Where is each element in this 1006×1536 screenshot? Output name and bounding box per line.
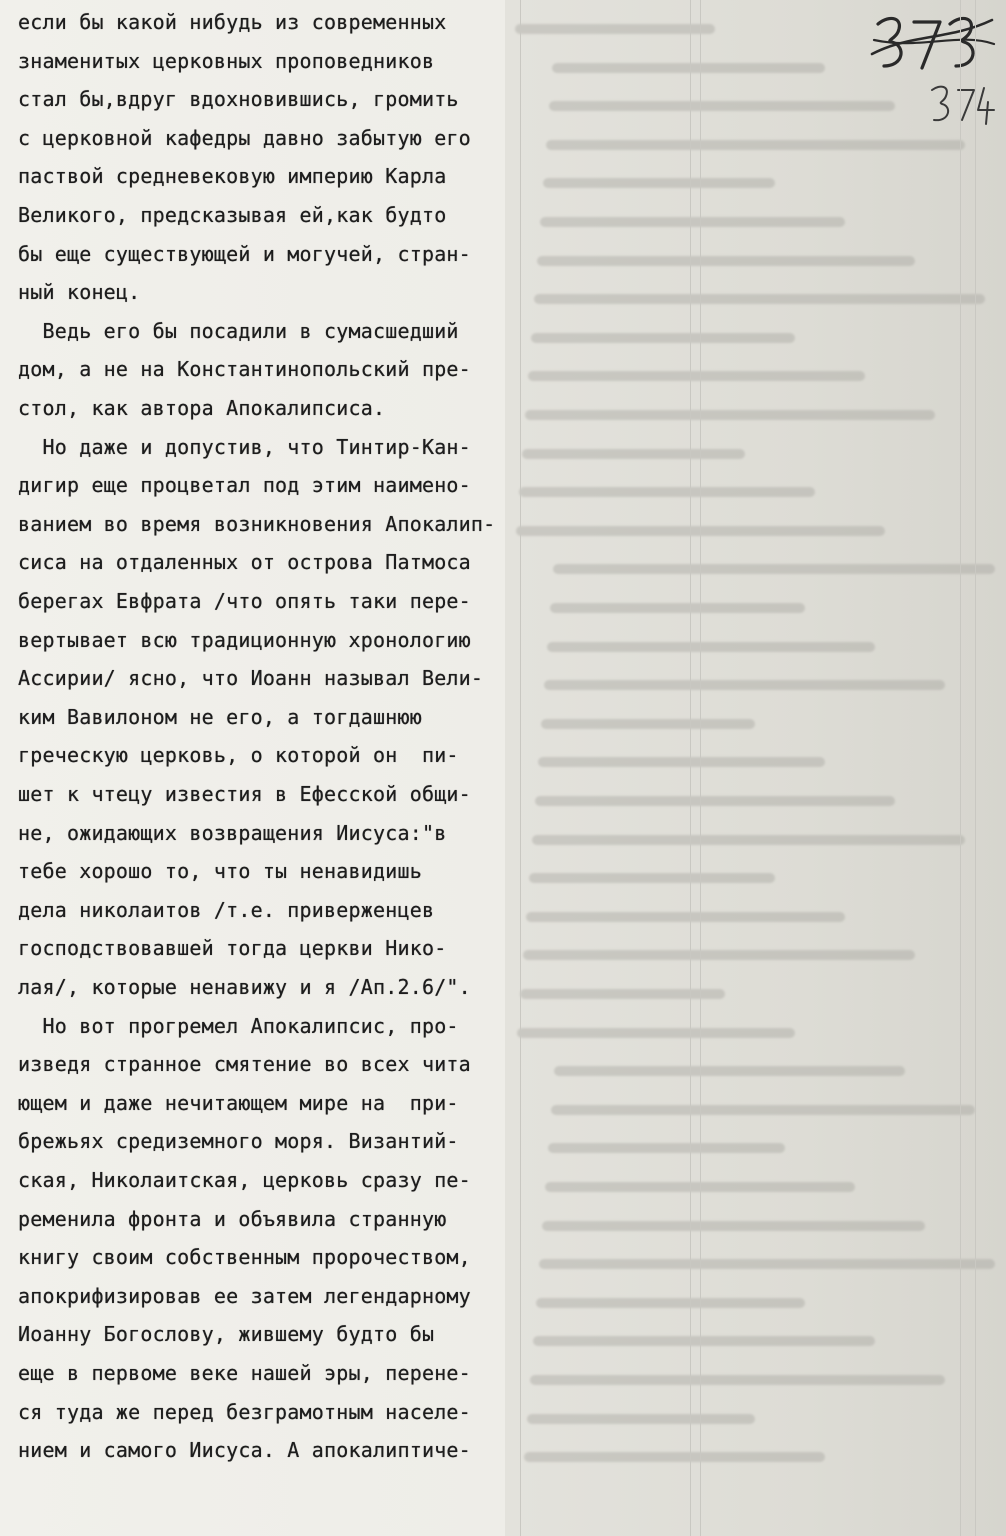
bleed-through-line: [540, 217, 845, 227]
text-line: господствовавшей тогда церкви Нико-: [18, 936, 447, 961]
bleed-through-line: [525, 410, 935, 420]
text-line: изведя странное смятение во всех чита: [18, 1052, 471, 1077]
bleed-through-line: [532, 835, 965, 845]
bleed-through-line: [523, 950, 915, 960]
bleed-through-line: [552, 63, 825, 73]
text-line: если бы какой нибудь из современных: [18, 10, 447, 34]
text-line: дела николаитов /т.е. приверженцев: [18, 897, 435, 922]
bleed-through-line: [538, 757, 825, 767]
text-line: знаменитых церковных проповедников: [18, 48, 435, 73]
bleed-through-line: [520, 989, 725, 999]
text-line: книгу своим собственным пророчеством,: [18, 1245, 471, 1270]
text-line: ская, Николаитская, церковь сразу пе-: [18, 1168, 471, 1192]
bleed-through-line: [524, 1452, 825, 1462]
bleed-through-line: [553, 564, 995, 574]
ruled-guide-line: [700, 0, 701, 1536]
bleed-through-line: [554, 1066, 905, 1076]
text-line: Иоанну Богослову, жившему будто бы: [18, 1322, 435, 1347]
bleed-through-line: [536, 1298, 805, 1308]
bleed-through-line: [551, 1105, 975, 1115]
ruled-guide-line: [520, 0, 521, 1536]
text-line: Но даже и допустив, что Тинтир-Кан-: [18, 434, 471, 459]
bleed-through-line: [546, 140, 965, 150]
bleed-through-line: [541, 719, 755, 729]
bleed-through-line: [549, 101, 895, 111]
text-line: лая/, которые ненавижу и я /Ап.2.6/".: [18, 975, 471, 999]
bleed-through-line: [519, 487, 815, 497]
bleed-through-line: [533, 1336, 875, 1346]
text-line: ющем и даже нечитающем мире на при-: [18, 1090, 459, 1115]
text-line: Великого, предсказывая ей,как будто: [18, 203, 447, 227]
text-line: нием и самого Иисуса. А апокалиптиче-: [18, 1438, 471, 1463]
text-line: Но вот прогремел Апокалипсис, про-: [18, 1013, 459, 1038]
text-line: дом, а не на Константинопольский пре-: [18, 357, 471, 382]
bleed-through-line: [528, 371, 865, 381]
text-line: шет к чтецу известия в Ефесской общи-: [18, 782, 471, 806]
text-line: стал бы,вдруг вдохновившись, громить: [18, 87, 459, 112]
text-line: не, ожидающих возвращения Иисуса:"в: [18, 820, 447, 845]
text-line: ким Вавилоном не его, а тогдашнюю: [18, 704, 422, 729]
text-line: брежьях средиземного моря. Византий-: [18, 1129, 459, 1154]
bleed-through-line: [547, 642, 875, 652]
text-line: сиса на отдаленных от острова Патмоса: [18, 550, 471, 575]
bleed-through-line: [530, 1375, 945, 1385]
text-line: тебе хорошо то, что ты ненавидишь: [18, 859, 422, 884]
text-line: апокрифизировав ее затем легендарному: [18, 1283, 471, 1308]
text-line: стол, как автора Апокалипсиса.: [18, 396, 386, 420]
ruled-guide-line: [690, 0, 691, 1536]
text-line: Ассирии/ ясно, что Иоанн называл Вели-: [18, 666, 484, 691]
handwritten-page-number: [870, 10, 996, 130]
text-line: ный конец.: [18, 280, 141, 305]
text-line: ванием во время возникновения Апокалип-: [18, 511, 496, 536]
bleed-through-line: [544, 680, 945, 690]
bleed-through-line: [531, 333, 795, 343]
text-line: с церковной кафедры давно забытую его: [18, 125, 471, 150]
text-line: Ведь его бы посадили в сумасшедший: [18, 318, 459, 343]
text-line: берегах Евфрата /что опять таки пере-: [18, 589, 471, 613]
bleed-through-line: [539, 1259, 995, 1269]
bleed-through-line: [542, 1221, 925, 1231]
text-line: паствой средневековую империю Карла: [18, 164, 447, 189]
text-line: ременила фронта и объявила странную: [18, 1206, 447, 1231]
text-line: греческую церковь, о которой он пи-: [18, 743, 459, 768]
text-line: вертывает всю традиционную хронологию: [18, 627, 471, 652]
bleed-through-line: [529, 873, 775, 883]
text-line: ся туда же перед безграмотным населе-: [18, 1399, 471, 1424]
bleed-through-line: [550, 603, 805, 613]
bleed-through-line: [527, 1414, 755, 1424]
bleed-through-line: [515, 24, 715, 34]
bleed-through-line: [517, 1028, 795, 1038]
bleed-through-line: [534, 294, 985, 304]
bleed-through-line: [543, 178, 775, 188]
bleed-through-line: [522, 449, 745, 459]
text-line: дигир еще процветал под этим наимено-: [18, 473, 471, 498]
bleed-through-line: [535, 796, 895, 806]
text-line: бы еще существующей и могучей, стран-: [18, 241, 471, 266]
bleed-through-line: [548, 1143, 785, 1153]
ruled-guide-line: [960, 0, 961, 1536]
bleed-through-line: [537, 256, 915, 266]
bleed-through-line: [526, 912, 845, 922]
text-line: еще в первоме веке нашей эры, перене-: [18, 1361, 471, 1385]
ruled-guide-line: [975, 0, 976, 1536]
reverse-side-bleed-through: [505, 0, 1006, 1536]
